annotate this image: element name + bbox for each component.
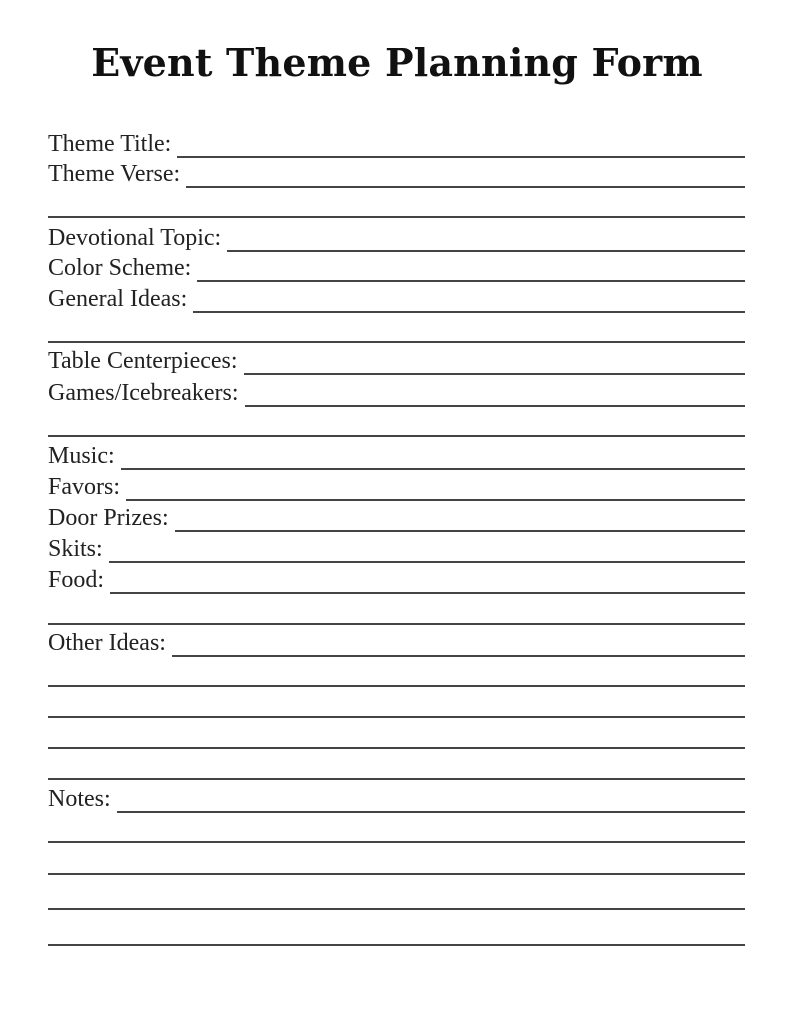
- food-label: Food:: [48, 567, 105, 593]
- other-ideas-label: Other Ideas:: [48, 630, 166, 656]
- other-ideas-line-4[interactable]: [48, 747, 745, 749]
- favors-row: [48, 471, 745, 501]
- door-prizes-label: Door Prizes:: [48, 505, 169, 531]
- table-centerpieces-label: Table Centerpieces:: [48, 348, 238, 374]
- other-ideas-row: [48, 627, 745, 657]
- notes-row: [48, 783, 745, 813]
- door-prizes-field[interactable]: [175, 530, 745, 532]
- music-field[interactable]: [121, 468, 745, 470]
- general-ideas-label: General Ideas:: [48, 286, 188, 312]
- food-field[interactable]: [110, 592, 745, 594]
- notes-field[interactable]: [117, 811, 745, 813]
- theme-title-label: Theme Title:: [48, 131, 172, 157]
- skits-field[interactable]: [109, 561, 745, 563]
- devotional-topic-row: [48, 222, 745, 252]
- theme-verse-extra-line[interactable]: [48, 216, 745, 218]
- color-scheme-field[interactable]: [197, 280, 745, 282]
- table-centerpieces-field[interactable]: [244, 373, 745, 375]
- favors-field[interactable]: [126, 499, 745, 501]
- music-label: Music:: [48, 443, 115, 469]
- other-ideas-field[interactable]: [172, 655, 745, 657]
- other-ideas-line-2[interactable]: [48, 685, 745, 687]
- door-prizes-row: [48, 502, 745, 532]
- food-row: [48, 564, 745, 594]
- other-ideas-line-5[interactable]: [48, 778, 745, 780]
- games-icebreakers-extra-line[interactable]: [48, 435, 745, 437]
- skits-row: [48, 533, 745, 563]
- skits-label: Skits:: [48, 536, 103, 562]
- notes-line-2[interactable]: [48, 841, 745, 843]
- theme-title-row: [48, 128, 745, 158]
- devotional-topic-label: Devotional Topic:: [48, 225, 222, 251]
- general-ideas-row: [48, 283, 745, 313]
- notes-line-4[interactable]: [48, 908, 745, 910]
- color-scheme-row: [48, 252, 745, 282]
- color-scheme-label: Color Scheme:: [48, 255, 192, 281]
- music-row: [48, 440, 745, 470]
- notes-line-3[interactable]: [48, 873, 745, 875]
- theme-verse-field[interactable]: [186, 186, 745, 188]
- games-icebreakers-row: [48, 377, 745, 407]
- other-ideas-line-3[interactable]: [48, 716, 745, 718]
- general-ideas-extra-line[interactable]: [48, 341, 745, 343]
- favors-label: Favors:: [48, 474, 120, 500]
- notes-label: Notes:: [48, 786, 111, 812]
- page-title: Event Theme Planning Form: [91, 40, 703, 85]
- table-centerpieces-row: [48, 345, 745, 375]
- notes-line-5[interactable]: [48, 944, 745, 946]
- games-icebreakers-label: Games/Icebreakers:: [48, 380, 239, 406]
- general-ideas-field[interactable]: [193, 311, 745, 313]
- theme-verse-label: Theme Verse:: [48, 161, 181, 187]
- theme-verse-row: [48, 158, 745, 188]
- food-extra-line[interactable]: [48, 623, 745, 625]
- games-icebreakers-field[interactable]: [245, 405, 745, 407]
